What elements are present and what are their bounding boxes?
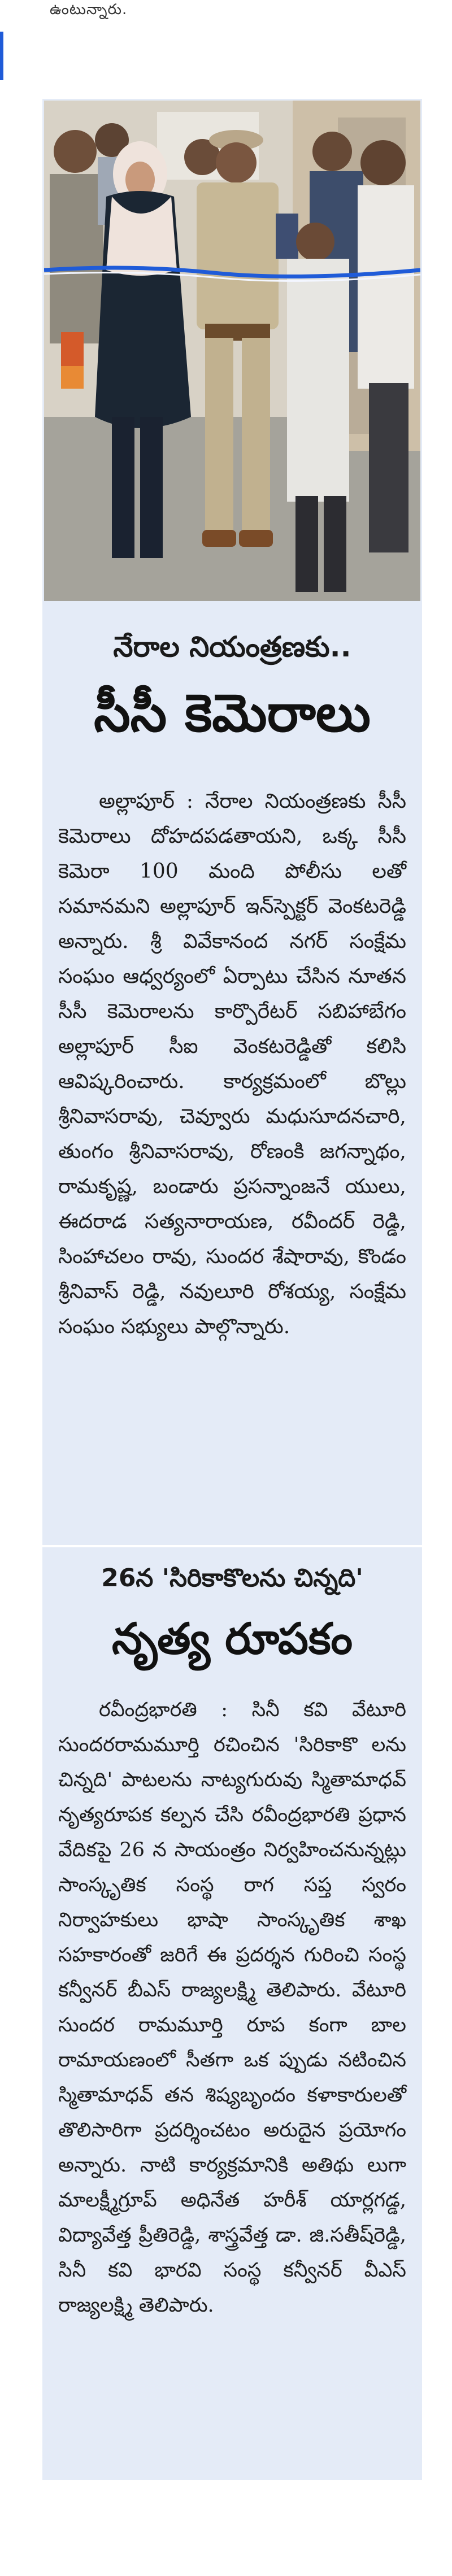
story1-body: అల్లాపూర్ : నేరాల నియంత్రణకు సీసీ కెమెరాలు దోహదపడతాయని, ఒక్క సీసీ కెమెరా 100 మంది పోలీసు లతో సమానమని అల్లాపూర్ ఇన్‌స్పెక్టర్ వెంకటరెడ్డి అన్నారు. శ్రీ వివేకానంద నగర్ సంక్షేమ సంఘం ఆధ్వర్యంలో ఏర్పాటు చేసిన నూతన సీసీ కెమెరాలను కార్పొరేటర్ సబిహాబేగం అల్లాపూర్ సీఐ వెంకటరెడ్డితో కలిసి ఆవిష్కరించారు. కార్యక్రమంలో బొల్లు శ్రీనివాసరావు, చెవ్వూరు మధుసూదనచారి, తుంగం శ్రీనివాసరావు, రోణంకి జగన్నాథం, రామకృష్ణ, బండారు ప్రసన్నాంజనే యులు, ఈదరాడ సత్యనారాయణ, రవీందర్ రెడ్డి, సింహాచలం రావు, సుందర శేషారావు, కొండం శ్రీనివాస్ రెడ్డి, నవులూరి రోశయ్య, సంక్షేమ సంఘం సభ్యులు పాల్గొన్నారు. bbox=[58, 790, 406, 1338]
story2-headline: నృత్య రూపకం bbox=[111, 1613, 353, 1664]
story-cc-cameras bbox=[42, 627, 422, 1344]
story2-kicker: 26న 'సిరికాకొలను చిన్నది' bbox=[101, 1564, 363, 1592]
ceremony-photo bbox=[44, 101, 420, 601]
story-dance-drama bbox=[42, 1559, 422, 2323]
story2-body: రవీంద్రభారతి : సినీ కవి వేటూరి సుందరరామమూర్తి రచించిన 'సిరికాకొ లను చిన్నది' పాటలను నాట్యగురువు స్మితామాధవ్ నృత్యరూపక కల్పన చేసి రవీంద్రభారతి ప్రధాన వేదికపై 26 న సాయంత్రం నిర్వహించనున్నట్లు సాంస్కృతిక సంస్థ రాగ సప్త స్వరం నిర్వాహకులు భాషా సాంస్కృతిక శాఖ సహకారంతో జరిగే ఈ ప్రదర్శన గురించి సంస్థ కన్వీనర్ బీఎస్ రాజ్యలక్ష్మి తెలిపారు. వేటూరి సుందర రామమూర్తి రూప కంగా బాల రామాయణంలో సీతగా ఒక ప్పుడు నటించిన స్మితామాధవ్ తన శిష్యబృందం కళాకారులతో తొలిసారిగా ప్రదర్శించటం అరుదైన ప్రయోగం అన్నారు. నాటి కార్యక్రమానికి అతిథు లుగా మాలక్ష్మీగ్రూప్ అధినేత హరీశ్ యార్లగడ్డ, విద్యావేత్త ప్రీతిరెడ్డి, శాస్త్రవేత్త డా. జి.సతీష్‌రెడ్డి, సినీ కవి భారవి సంస్థ కన్వీనర్ వీఎస్ రాజ్యలక్ష్మి తెలిపారు. bbox=[58, 1699, 406, 2317]
previous-article-tail bbox=[0, 0, 452, 85]
column-rule bbox=[0, 32, 3, 80]
previous-article-fragment: ఉంటున్నారు. bbox=[50, 1, 128, 18]
story-divider bbox=[42, 1545, 422, 1547]
story1-kicker: నేరాల నియంత్రణకు.. bbox=[113, 630, 351, 663]
story1-headline: సీసీ కెమెరాలు bbox=[94, 683, 371, 743]
